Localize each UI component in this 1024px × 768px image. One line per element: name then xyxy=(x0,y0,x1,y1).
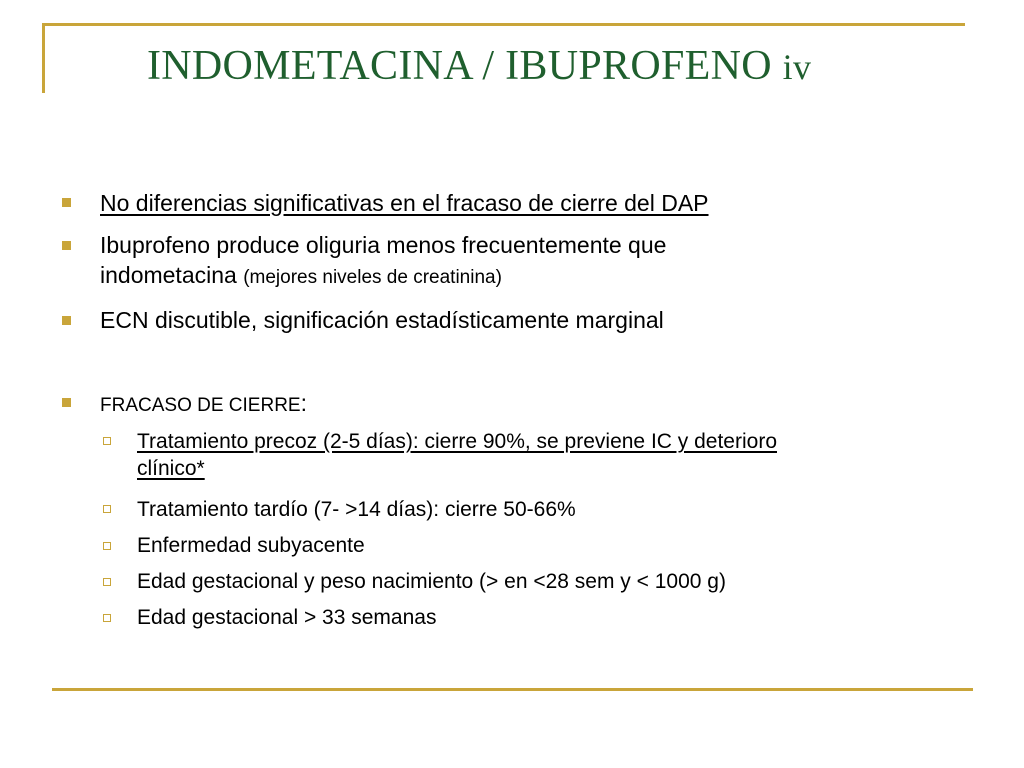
sub-bullet-item-2-text: Tratamiento tardío (7- >14 días): cierre 50-66% xyxy=(137,498,576,521)
slide-title-main: INDOMETACINA / IBUPROFENO xyxy=(147,43,772,89)
bullet-square-icon xyxy=(62,198,71,207)
slide-title xyxy=(147,40,811,93)
sub-bullet-checkbox-icon xyxy=(103,437,111,445)
bullet-item-4 xyxy=(100,388,960,421)
bullet-item-2-line2-text: indometacina xyxy=(100,262,237,288)
bullet-item-1-text: No diferencias significativas en el fracaso de cierre del DAP xyxy=(100,190,709,216)
sub-bullet-item-1-line2: clínico* xyxy=(137,457,205,480)
bullet-item-4-text: FRACASO DE CIERRE xyxy=(100,395,301,416)
bullet-item-4-colon: : xyxy=(300,390,307,416)
bullet-square-icon xyxy=(62,241,71,250)
sub-bullet-item-3-text: Enfermedad subyacente xyxy=(137,534,365,557)
sub-bullet-item-4 xyxy=(137,568,957,595)
sub-bullet-checkbox-icon xyxy=(103,542,111,550)
bullet-item-2-note: (mejores niveles de creatinina) xyxy=(243,267,502,288)
left-border-line xyxy=(42,23,45,93)
sub-bullet-checkbox-icon xyxy=(103,614,111,622)
sub-bullet-item-5-text: Edad gestacional > 33 semanas xyxy=(137,606,437,629)
sub-bullet-item-1 xyxy=(137,428,957,482)
sub-bullet-item-2 xyxy=(137,496,957,523)
bullet-square-icon xyxy=(62,316,71,325)
bullet-item-2-line2 xyxy=(100,260,960,293)
bullet-item-1 xyxy=(100,188,960,218)
sub-bullet-item-4-text: Edad gestacional y peso nacimiento (> en <28 sem y < 1000 g) xyxy=(137,570,726,593)
sub-bullet-item-3 xyxy=(137,532,957,559)
bullet-item-2-line1: Ibuprofeno produce oliguria menos frecuentemente que xyxy=(100,232,667,258)
sub-bullet-item-5 xyxy=(137,604,957,631)
sub-bullet-item-1-line1: Tratamiento precoz (2-5 días): cierre 90%, se previene IC y deterioro xyxy=(137,430,777,453)
bullet-item-2 xyxy=(100,230,960,293)
bullet-item-3-text: ECN discutible, significación estadísticamente marginal xyxy=(100,307,664,333)
top-border-line xyxy=(42,23,965,26)
bullet-square-icon xyxy=(62,398,71,407)
slide-title-suffix: iv xyxy=(782,47,812,87)
bullet-item-3 xyxy=(100,305,960,335)
sub-bullet-checkbox-icon xyxy=(103,505,111,513)
bottom-border-line xyxy=(52,688,973,691)
sub-bullet-checkbox-icon xyxy=(103,578,111,586)
